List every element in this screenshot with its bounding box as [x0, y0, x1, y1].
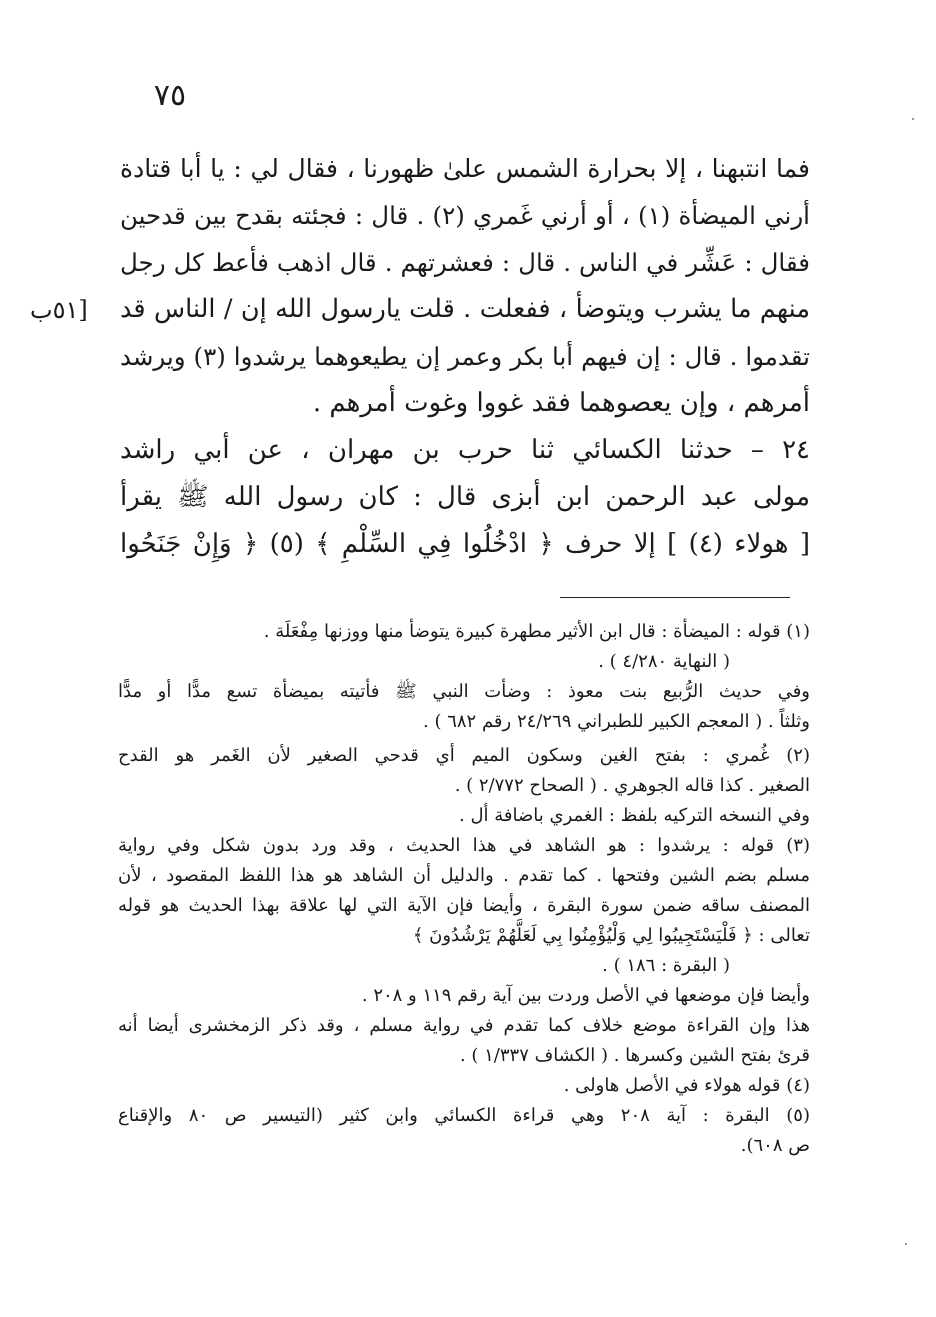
footnote-line: (٥) البقرة : آية ٢٠٨ وهي قراءة الكسائي وابن كثير (التيسير ص ٨٠ والإقناع: [118, 1105, 810, 1126]
scan-speck: [905, 1243, 907, 1245]
footnote-line: مسلم بضم الشين وفتحها . كما تقدم . والدليل أن الشاهد هو هذا اللفظ المقصود ، لأن: [118, 865, 810, 886]
margin-folio-note: [٥١ب: [30, 296, 88, 324]
footnote-line: (٢) غُمري : بفتح الغين وسكون الميم أي قدحي الصغير لأن الغَمر هو القدح: [118, 745, 810, 766]
main-text-line: فقال : عَشِّر في الناس . قال : فعشرتهم . قال اذهب فأعط كل رجل: [120, 248, 810, 277]
main-text-line: ٢٤ – حدثنا الكسائي ثنا حرب بن مهران ، عن أبي راشد: [120, 435, 811, 465]
footnote-line: وثلثاً . ( المعجم الكبير للطبراني ٢٤/٢٦٩ رقم ٦٨٢ ) .: [423, 711, 810, 732]
footnote-line: (٣) قوله : يرشدوا : هو الشاهد في هذا الحديث ، وقد ورد بدون شكل وفي رواية: [118, 835, 810, 856]
main-text-line: تقدموا . قال : إن فيهم أبا بكر وعمر إن يطيعوهما يرشدوا (٣) ويرشد: [120, 342, 811, 371]
main-text-line: أرني الميضأة (١) ، أو أرني غَمري (٢) . قال : فجئته بقدح بين قدحين: [120, 201, 810, 230]
footnote-line: قرئ بفتح الشين وكسرها . ( الكشاف ١/٣٣٧ ) .: [459, 1045, 810, 1066]
page-number: ٧٥: [153, 78, 187, 113]
footnote-line: المصنف ساقه ضمن سورة البقرة ، وأيضا فإن الآية التي لها علاقة بهذا الحديث هو قوله: [118, 895, 810, 916]
footnote-line: ص ٦٠٨).: [740, 1135, 810, 1156]
footnote-line: وفي حديث الرُّبيع بنت معوذ : وضأت النبي ﷺ فأتيته بميضأة تسع مدًّا أو مدًّا: [118, 681, 810, 702]
main-text-line: منهم ما يشرب ويتوضأ ، ففعلت . قلت يارسول الله إن / الناس قد: [120, 294, 810, 324]
footnote-line: تعالى : ﴿ فَلْيَسْتَجِيبُوا لِي وَلْيُؤْمِنُوا بِي لَعَلَّهُمْ يَرْشُدُونَ ﴾: [412, 925, 810, 946]
footnote-separator: [560, 597, 790, 598]
footnote-line: الصغير . كذا قاله الجوهري . ( الصحاح ٢/٧٧٢ ) .: [454, 775, 810, 796]
footnote-line: وفي النسخه التركيه بلفظ : الغمري باضافة أل .: [459, 805, 810, 826]
main-text-line: أمرهم ، وإن يعصوهما فقد غووا وغوت أمرهم .: [312, 388, 810, 418]
footnote-line: وأيضا فإن موضعها في الأصل وردت بين آية رقم ١١٩ و ٢٠٨ .: [361, 985, 810, 1006]
footnote-line: (١) قوله : الميضأة : قال ابن الأثير مطهرة كبيرة يتوضأ منها ووزنها مِفْعَلَة .: [263, 621, 810, 642]
main-text: [120, 145, 810, 568]
main-text-line: [ هولاء (٤) ] إلا حرف ﴿ ادْخُلُوا فِي السِّلْمِ ﴾ (٥) ﴿ وَإِنْ جَنَحُوا: [120, 529, 810, 559]
footnotes: [118, 617, 810, 1161]
scan-speck: [912, 118, 914, 120]
footnote-line: هذا وإن القراءة موضع خلاف كما تقدم في رواية مسلم ، وقد ذكر الزمخشرى أيضا أنه: [118, 1015, 810, 1036]
footnote-line: ( النهاية ٤/٢٨٠ ) .: [598, 651, 730, 672]
footnote-line: (٤) قوله هولاء في الأصل هاولى .: [563, 1075, 810, 1096]
main-text-line: مولى عبد الرحمن ابن أبزى قال : كان رسول الله ﷺ يقرأ: [120, 482, 810, 512]
footnote-line: ( البقرة : ١٨٦ ) .: [602, 955, 730, 976]
main-text-line: فما انتبهنا ، إلا بحرارة الشمس علىٰ ظهورنا ، فقال لي : يا أبا قتادة: [120, 154, 810, 183]
